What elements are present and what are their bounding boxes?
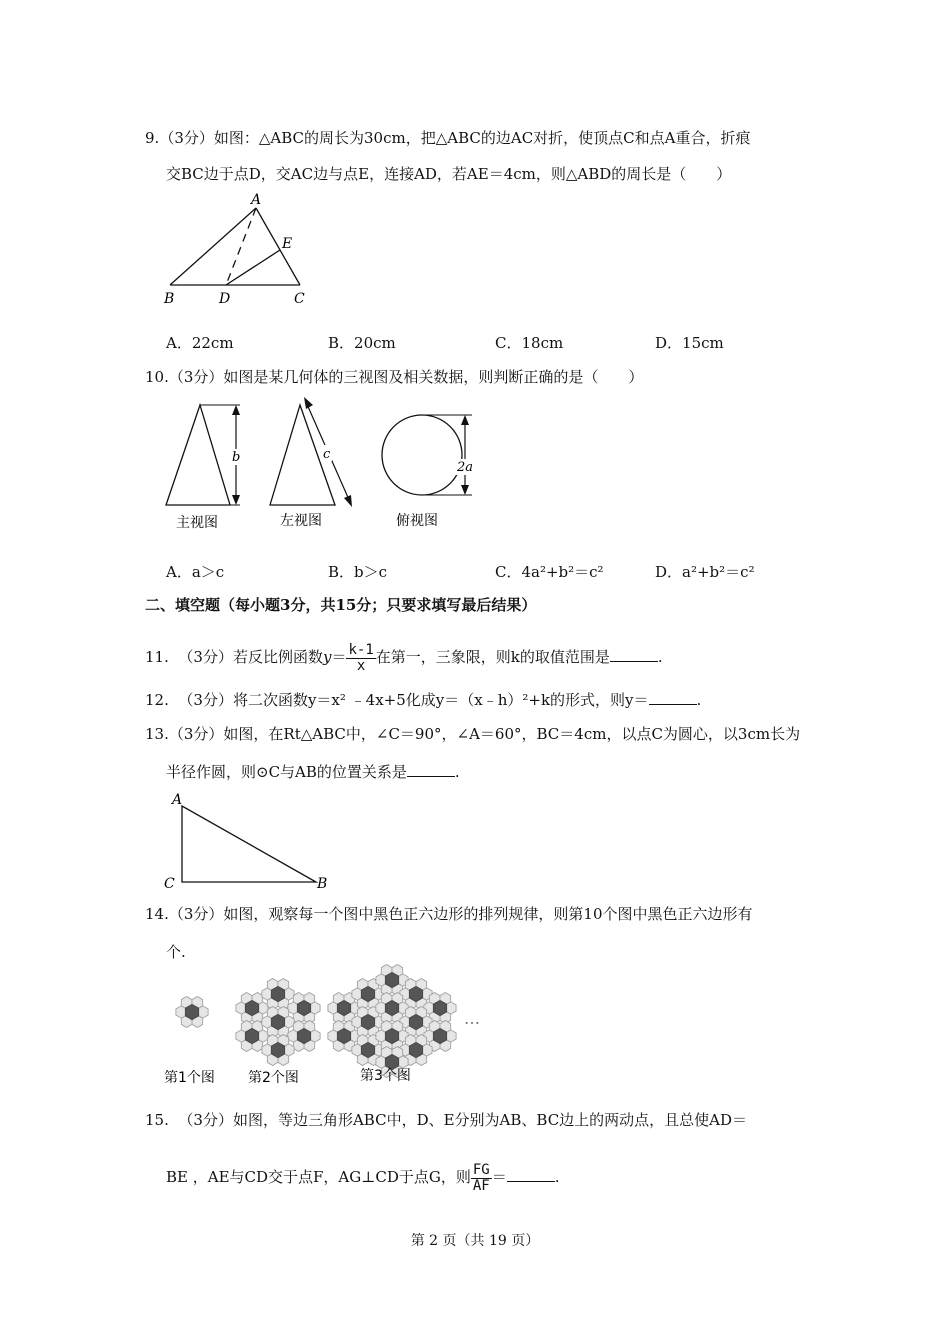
page-footer: 第 2 页（共 19 页） [410, 1233, 540, 1249]
black-hexagon [433, 1000, 446, 1016]
q9-line1: 9.（3分）如图：△ABC的周长为30cm，把△ABC的边AC对折，使顶点C和点A重合，折痕 [145, 129, 751, 147]
black-hexagon [361, 1014, 374, 1030]
black-hexagon [385, 1028, 398, 1044]
q14-figure [160, 962, 500, 1092]
q10-line: 10.（3分）如图是某几何体的三视图及相关数据，则判断正确的是（ ） [145, 368, 644, 386]
q11-line: 11. （3分）若反比例函数y＝ $\frac{k-1}{x}$ 在第一，三象限，则k的取值范围是 . [145, 641, 663, 674]
q13-figure [160, 788, 340, 898]
q12-line: 12. （3分）将二次函数y＝x² ﹣4x+5化成y＝（x﹣h）²+k的形式，则y＝ . [145, 691, 702, 709]
q15-line2: BE ，AE与CD交于点F，AG⊥CD于点G，则 $\frac{FG}{AF}$ ＝ . [166, 1161, 560, 1194]
black-hexagon [409, 1014, 422, 1030]
dim-2a: 2a [457, 460, 474, 475]
black-hexagon [385, 972, 398, 988]
label-a: A [172, 792, 183, 808]
caption-3: 第3个图 [360, 1068, 411, 1084]
q9-option-c: C．18cm [495, 334, 564, 352]
pattern-2 [236, 979, 320, 1066]
q10-figure [160, 395, 490, 535]
label-c: C [164, 876, 175, 892]
black-hexagon [433, 1028, 446, 1044]
q12-answer-blank[interactable] [649, 690, 697, 705]
black-hexagon [361, 986, 374, 1002]
q11-answer-blank[interactable] [610, 647, 658, 662]
caption-side: 左视图 [280, 513, 322, 529]
pattern-1 [176, 997, 208, 1028]
label-c: C [294, 291, 305, 307]
q13-line2: 半径作圆，则⊙C与AB的位置关系是 . [166, 763, 460, 781]
q9-option-d: D．15cm [655, 334, 724, 352]
black-hexagon [245, 1028, 258, 1044]
q15-fraction: $\frac{FG}{AF}$ [472, 1161, 490, 1194]
q15-answer-blank[interactable] [507, 1167, 555, 1182]
label-b: B [164, 291, 175, 307]
black-hexagon [409, 986, 422, 1002]
q13-line1: 13.（3分）如图，在Rt△ABC中，∠C＝90°，∠A＝60°，BC＝4cm，以点C为圆心，以3cm长为 [145, 725, 801, 743]
q9-option-b: B．20cm [328, 334, 396, 352]
black-hexagon [385, 1000, 398, 1016]
caption-top: 俯视图 [396, 513, 438, 529]
q14-line2: 个. [166, 943, 186, 961]
dim-b: b [232, 450, 241, 465]
ellipsis: … [464, 1009, 480, 1028]
q10-option-a: A．a＞c [166, 563, 225, 581]
section-title: 二、填空题（每小题3分，共15分；只要求填写最后结果） [145, 596, 537, 614]
q13-answer-blank[interactable] [407, 762, 455, 777]
black-hexagon [245, 1000, 258, 1016]
q10-option-d: D．a²+b²＝c² [655, 563, 755, 581]
segment-ac [256, 208, 300, 285]
label-a: A [251, 192, 262, 208]
q10-option-b: B．b＞c [328, 563, 388, 581]
black-hexagon [271, 1042, 284, 1058]
top-view-circle [382, 415, 462, 495]
black-hexagon [297, 1000, 310, 1016]
caption-front: 主视图 [176, 515, 218, 531]
black-hexagon [337, 1028, 350, 1044]
segment-de [226, 250, 280, 285]
black-hexagon [337, 1000, 350, 1016]
black-hexagon [361, 1042, 374, 1058]
dim-c: c [323, 447, 331, 462]
q9-line2: 交BC边于点D，交AC边与点E，连接AD，若AE＝4cm，则△ABD的周长是（ ） [166, 165, 732, 183]
black-hexagon [271, 1014, 284, 1030]
q14-line1: 14.（3分）如图，观察每一个图中黑色正六边形的排列规律，则第10个图中黑色正六边形有 [145, 905, 753, 923]
q10-option-c: C．4a²+b²＝c² [495, 563, 604, 581]
label-e: E [282, 236, 293, 252]
q15-line1: 15. （3分）如图，等边三角形ABC中，D、E分别为AB、BC边上的两动点，且总使AD＝ [145, 1111, 748, 1129]
right-triangle [182, 806, 316, 882]
pattern-3 [328, 965, 456, 1078]
segment-ad [226, 208, 256, 285]
black-hexagon [271, 986, 284, 1002]
black-hexagon [297, 1028, 310, 1044]
caption-2: 第2个图 [248, 1070, 299, 1086]
q11-fraction: $\frac{k-1}{x}$ [348, 641, 374, 674]
black-hexagon [409, 1042, 422, 1058]
black-hexagon [185, 1004, 198, 1020]
caption-1: 第1个图 [164, 1070, 215, 1086]
label-d: D [219, 291, 231, 307]
q9-figure [160, 190, 320, 310]
front-view-triangle [166, 405, 230, 505]
label-b: B [317, 876, 328, 892]
q9-option-a: A．22cm [166, 334, 234, 352]
